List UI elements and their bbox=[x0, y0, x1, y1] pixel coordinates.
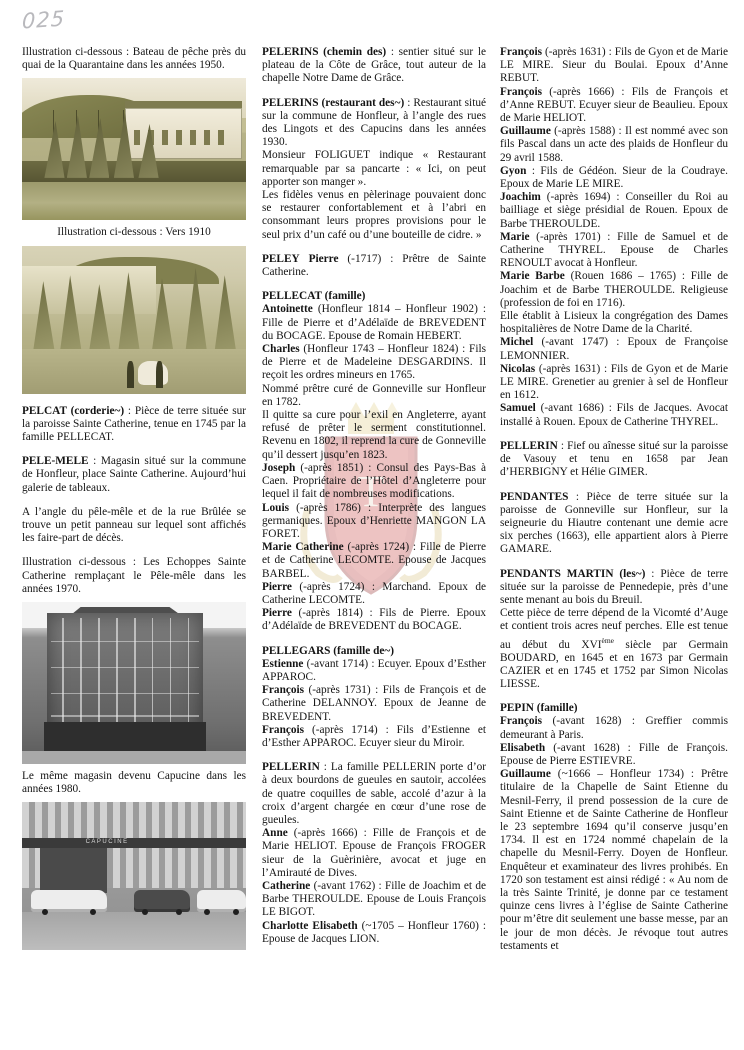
photo-road bbox=[22, 912, 246, 950]
member-michel bbox=[500, 336, 728, 362]
entry-headword: PELLERIN bbox=[262, 761, 320, 774]
caption-illustration-3: Illustration ci-dessous : Les Echoppes Sainte Catherine remplaçant le Pêle-mêle dans les années 1970. bbox=[22, 556, 246, 595]
member-body: (-après 1714) : Fils d’Estienne et d’Esther APPAROC. Ecuyer sieur du Miroir. bbox=[262, 723, 486, 749]
member-name: Guillaume bbox=[500, 125, 551, 138]
entry-headword: PENDANTES bbox=[500, 490, 569, 503]
entry-headword: PELEY bbox=[262, 252, 300, 265]
entry-body: : sentier situé sur le plateau de la Côte de Grâce, tout auteur de la chapelle Notre Dame de Grâce. bbox=[262, 46, 486, 85]
entry-body: : La famille PELLERIN porte d’or à deux bourdons de gueules en sautoir, accolées de quatre coquilles de sable, accolé d’azur à la croix d’argent chargée en cœur d’une rose de gueules. bbox=[262, 761, 486, 826]
member-body: (-après 1814) : Fils de Pierre. Epoux d’Adélaïde de BREVEDENT du BOCAGE. bbox=[262, 607, 486, 633]
member-body: (Honfleur 1814 – Honfleur 1902) : Fille de Pierre et d’Adélaïde de BREVEDENT du BOCAGE. Epouse de Romain HEBERT. bbox=[262, 303, 486, 342]
member-francois-1631 bbox=[500, 46, 728, 86]
ordinal-suffix: ème bbox=[601, 635, 614, 645]
caption-illustration-4: Le même magasin devenu Capucine dans les années 1980. bbox=[22, 770, 246, 796]
entry-body: : Pièce de terre située sur la paroisse Sainte Catherine, tenue en 1745 par la famille PELLECAT. bbox=[22, 404, 246, 444]
member-body: (Rouen 1686 – 1765) : Fille de Joachim et de Barbe THEROULDE. Religieuse (profession de foi en 1716). bbox=[500, 270, 729, 309]
member-body: (-avant 1762) : Fille de Joachim et de Barbe THEROULDE. Epouse de Louis François LE BIGOT. bbox=[262, 879, 486, 919]
member-name: Joachim bbox=[500, 191, 541, 204]
caption-illustration-2: Illustration ci-dessous : Vers 1910 bbox=[57, 226, 211, 239]
member-body: (-après 1701) : Fille de Samuel et de Catherine THYREL. Epouse de Charles RENOULT avocat à Honfleur. bbox=[500, 230, 728, 270]
member-body: (~1666 – Honfleur 1734) : Prêtre titulaire de la Chapelle de Saint Etienne du Mesnil-Ferry, il prend possession de la cure de Saint Etienne et de Sainte Catherine de Honfleur le 23 septembre 1694 qu’il conserve jusqu’en 1734. Il est en 1724 nommé chapelain de la chapelle du Mesnil-Ferry. Doyen de Honfleur. Enquêteur et examinateur des livres prohibés. En 1720 son testament est ainsi rédigé : « Au nom de la très Sainte Trinité, je donne par ce testament quinze cens livres à l’église de Sainte Catherine pour m’être dit seulement une basse messe, par an le jour de mon décès. Je révoque tout autres testaments et bbox=[500, 768, 728, 952]
entry-pendantes bbox=[500, 491, 728, 557]
member-name: Anne bbox=[262, 827, 288, 840]
member-name: Charlotte Elisabeth bbox=[262, 919, 358, 932]
photo-bateau-peche-quai-quarantaine-1950 bbox=[22, 78, 246, 220]
family-title-pellecat: PELLECAT (famille) bbox=[262, 290, 366, 303]
member-guillaume-pepin bbox=[500, 768, 728, 953]
member-francois-2 bbox=[262, 724, 486, 750]
member-body: (-après 1588) : Il est nommé avec son fils Pascal dans un acte des plaids de Honfleur du 29 avril 1588. bbox=[500, 125, 728, 164]
member-francois-1 bbox=[262, 684, 486, 724]
member-name: François bbox=[500, 85, 543, 98]
caption-illustration-1: Illustration ci-dessous : Bateau de pêche près du quai de la Quarantaine dans les années 1950. bbox=[22, 46, 246, 72]
member-charlotte-elisabeth bbox=[262, 920, 486, 946]
member-marie-catherine bbox=[262, 541, 486, 581]
entry-peley-pierre bbox=[262, 253, 486, 279]
member-name: Gyon bbox=[500, 164, 527, 177]
photo-shop-sign: CAPUCINE bbox=[85, 838, 129, 845]
photo-awning bbox=[22, 838, 246, 848]
photo-quayside bbox=[22, 349, 246, 393]
member-name: Marie bbox=[500, 230, 530, 243]
entry-pellerin-blason bbox=[262, 761, 486, 827]
member-body: (~1705 – Honfleur 1760) : Epouse de Jacques LION. bbox=[262, 919, 486, 945]
member-marie-barbe bbox=[500, 270, 728, 310]
photo-car-white bbox=[31, 890, 107, 912]
member-name: François bbox=[262, 684, 305, 697]
member-body: (-après 1724) : Marchand. Epoux de Catherine LECOMTE. bbox=[262, 580, 486, 606]
photo-car-dark bbox=[134, 890, 190, 912]
member-body: (-après 1666) : Fille de François et de Marie HELIOT. Epouse de François FROGER sieur de la Guèrinière, avocat et juge en l’Amirauté de Dives. bbox=[262, 827, 486, 879]
photo-echoppes-sainte-catherine-1970 bbox=[22, 602, 246, 764]
member-body: (-avant 1714) : Ecuyer. Epoux d’Esther APPAROC. bbox=[262, 657, 486, 683]
member-body: (-avant 1747) : Epoux de Françoise LEMONNIER. bbox=[500, 336, 728, 362]
photo-magasin-capucine-1980 bbox=[22, 802, 246, 950]
entry-pelcat bbox=[22, 405, 246, 445]
entry-headword: PELERINS (chemin des) bbox=[262, 46, 387, 58]
entry-headword: PELLERIN bbox=[500, 439, 558, 452]
entry-headword: PELERINS (restaurant des~) bbox=[262, 96, 405, 109]
member-antoinette bbox=[262, 303, 486, 343]
entry-body: : Pièce de terre située sur la paroisse de Pennedepie, près d’une sente menant au bois du Breuil. bbox=[500, 567, 728, 606]
member-name: Marie Barbe bbox=[500, 270, 565, 283]
member-body: (-avant 1628) : Greffier commis demeurant à Paris. bbox=[500, 715, 728, 741]
member-marie bbox=[500, 231, 728, 271]
member-body: (-avant 1628) : Fille de François. Epouse de Pierre ESTIEVRE. bbox=[500, 741, 728, 767]
member-name: Estienne bbox=[262, 657, 304, 670]
member-joseph bbox=[262, 462, 486, 502]
member-body: (-après 1724) : Fille de Pierre et de Catherine LECOMTE. Epouse de Jacques BARBEL. bbox=[262, 541, 486, 580]
photo-horse bbox=[138, 361, 167, 385]
entry-firstname: Pierre bbox=[308, 252, 339, 265]
member-charles-cont-2: Il quitte sa cure pour l’exil en Angleterre, ayant refusé de prêter le serment constitutionnel. Revenu en 1802, il reprend la cure de Gonneville qu’il dessert jusqu’en 1823. bbox=[262, 409, 486, 461]
entry-pelerins-chemin bbox=[262, 46, 486, 86]
member-elisabeth-pepin bbox=[500, 742, 728, 768]
member-body: (-avant 1686) : Fils de Jacques. Avocat installé à Rouen. Epoux de Catherine THYREL. bbox=[500, 402, 728, 428]
svg-text:T: T bbox=[357, 467, 385, 516]
entry-pellerin-fief bbox=[500, 440, 728, 480]
family-title-pellegars: PELLEGARS (famille de~) bbox=[262, 644, 395, 657]
member-gyon bbox=[500, 165, 728, 191]
member-francois-pepin bbox=[500, 715, 728, 741]
member-body: (-après 1631) : Fils de Gyon et de Marie LE MIRE. Sieur du Boulai. Epoux d’Anne REBUT. bbox=[500, 46, 728, 85]
member-pierre-1 bbox=[262, 581, 486, 607]
right-column bbox=[500, 46, 728, 953]
member-name: Guillaume bbox=[500, 768, 551, 781]
member-name: François bbox=[500, 715, 543, 728]
folio-number: 025 bbox=[21, 6, 66, 34]
paragraph-foliguet: Monsieur FOLIGUET indique « Restaurant remarquable par sa pancarte : « Ici, on peut apporter son manger ». bbox=[262, 149, 486, 188]
member-francois-1666 bbox=[500, 86, 728, 126]
member-name: Nicolas bbox=[500, 362, 536, 375]
member-name: Catherine bbox=[262, 879, 311, 892]
member-name: Pierre bbox=[262, 607, 292, 620]
entry-pelerins-restaurant bbox=[262, 97, 486, 150]
entry-pendants-martin bbox=[500, 568, 728, 608]
entry-body: : Pièce de terre située sur la paroisse de Gonneville sur Honfleur, sur la seigneurie du Hiautre contenant une demie acre six perches (1663), elle appartient alors à Pierre GAMARE. bbox=[500, 490, 728, 556]
member-body: (-après 1786) : Interprète des langues germaniques. Epoux d’Henriette MANGON LA FORET. bbox=[262, 501, 486, 540]
family-title-pepin: PEPIN (famille) bbox=[500, 702, 578, 715]
member-name: Antoinette bbox=[262, 303, 313, 316]
photo-quay-building bbox=[125, 101, 241, 159]
entry-pele-mele bbox=[22, 455, 246, 495]
photo-car-light bbox=[197, 890, 246, 912]
member-name: Michel bbox=[500, 336, 534, 349]
member-name: Samuel bbox=[500, 402, 536, 415]
member-name: Louis bbox=[262, 501, 290, 514]
entry-headword: PELE-MELE bbox=[22, 455, 89, 468]
paragraph-pelerins-fideles: Les fidèles venus en pèlerinage pouvaient donc se restaurer confortablement et à l’abri en consommant leurs propres provisions pour le seul prix d’un café ou d’une bouteille de cidre. » bbox=[262, 189, 486, 241]
member-body: (-après 1694) : Conseiller du Roi au bailliage et siège présidial de Rouen. Epoux de Barbe THEROULDE. bbox=[500, 191, 728, 230]
middle-column bbox=[262, 46, 486, 946]
entry-body: : Magasin situé sur la commune de Honfleur, place Sainte Catherine. Aujourd’hui galerie de tableaux. bbox=[22, 455, 246, 494]
member-body: (-après 1631) : Fils de Gyon et de Marie LE MIRE. Grenetier au grenier à sel de Honfleur en 1612. bbox=[500, 362, 728, 402]
entry-body: : Restaurant situé sur la commune de Honfleur, à l’angle des rues des Lingots et des Capucins dans les années 1930. bbox=[262, 96, 486, 149]
entry-headword: PENDANTS MARTIN (les~) bbox=[500, 567, 646, 580]
member-nicolas bbox=[500, 363, 728, 403]
member-name: Charles bbox=[262, 343, 300, 356]
member-samuel bbox=[500, 402, 728, 428]
member-anne bbox=[262, 827, 486, 880]
member-name: François bbox=[262, 723, 305, 736]
member-body: (-après 1731) : Fils de François et de Catherine DELANNOY. Epoux de Jeanne de BREVEDENT. bbox=[262, 684, 486, 723]
member-guillaume-1588 bbox=[500, 125, 728, 165]
member-name: Joseph bbox=[262, 461, 296, 474]
photo-port-honfleur-1910 bbox=[22, 246, 246, 394]
member-charles-cont-1: Nommé prêtre curé de Gonneville sur Honfleur en 1782. bbox=[262, 382, 486, 408]
member-pierre-2 bbox=[262, 607, 486, 633]
member-louis bbox=[262, 502, 486, 542]
paragraph-pendants-martin-detail: Cette pièce de terre dépend de la Vicomté d’Auge et contient trois acres neuf perches. Elle est tenue au début du XVIème siècle par Germain BOUDARD, en 1645 et en 1673 par Germain CAZIER et en 1745 et 1752 par Simon Nicolas LIESSE. bbox=[500, 607, 728, 690]
member-name: François bbox=[500, 46, 543, 58]
left-column bbox=[22, 46, 246, 950]
photo-doorway bbox=[40, 848, 107, 892]
note-pele-mele-panneau: A l’angle du pêle-mêle et de la rue Brûlée se trouve un petit panneau sur lequel sont affichés les faire-part de décès. bbox=[22, 505, 246, 545]
entry-body: : Fief ou aînesse situé sur la paroisse de Vasouy et tenu en 1658 par Jean d’HERBIGNY et Hélie GIMER. bbox=[500, 439, 728, 479]
photo-shopfront bbox=[44, 722, 205, 754]
member-body: (-après 1851) : Consul des Pays-Bas à Caen. Propriétaire de l’Hôtel d’Angleterre pour lequel il fait de nombreuses modifications. bbox=[262, 461, 486, 501]
entry-body: (-1717) : Prêtre de Sainte Catherine. bbox=[262, 252, 486, 279]
member-name: Elisabeth bbox=[500, 741, 546, 754]
photo-water bbox=[22, 182, 246, 220]
member-marie-barbe-cont: Elle établit à Lisieux la congrégation des Dames hospitalières de Notre Dame de la Charité. bbox=[500, 310, 728, 336]
entry-headword: PELCAT (corderie~) bbox=[22, 404, 125, 417]
member-body: (-après 1666) : Fils de François et d’Anne REBUT. Ecuyer sieur de Beaulieu. Epoux de Marie HELIOT. bbox=[500, 85, 728, 125]
member-name: Marie Catherine bbox=[262, 541, 344, 554]
member-catherine bbox=[262, 880, 486, 920]
member-charles bbox=[262, 343, 486, 383]
photo-street bbox=[22, 751, 246, 764]
member-body: : Fils de Gédéon. Sieur de la Coudraye. Epoux de Marie LE MIRE. bbox=[500, 164, 728, 191]
member-body: (Honfleur 1743 – Honfleur 1824) : Fils de Pierre et de Madeleine DESGARDINS. Il reçoit les ordres mineurs en 1765. bbox=[262, 343, 486, 382]
member-estienne bbox=[262, 658, 486, 684]
member-name: Pierre bbox=[262, 580, 292, 593]
member-joachim bbox=[500, 191, 728, 231]
